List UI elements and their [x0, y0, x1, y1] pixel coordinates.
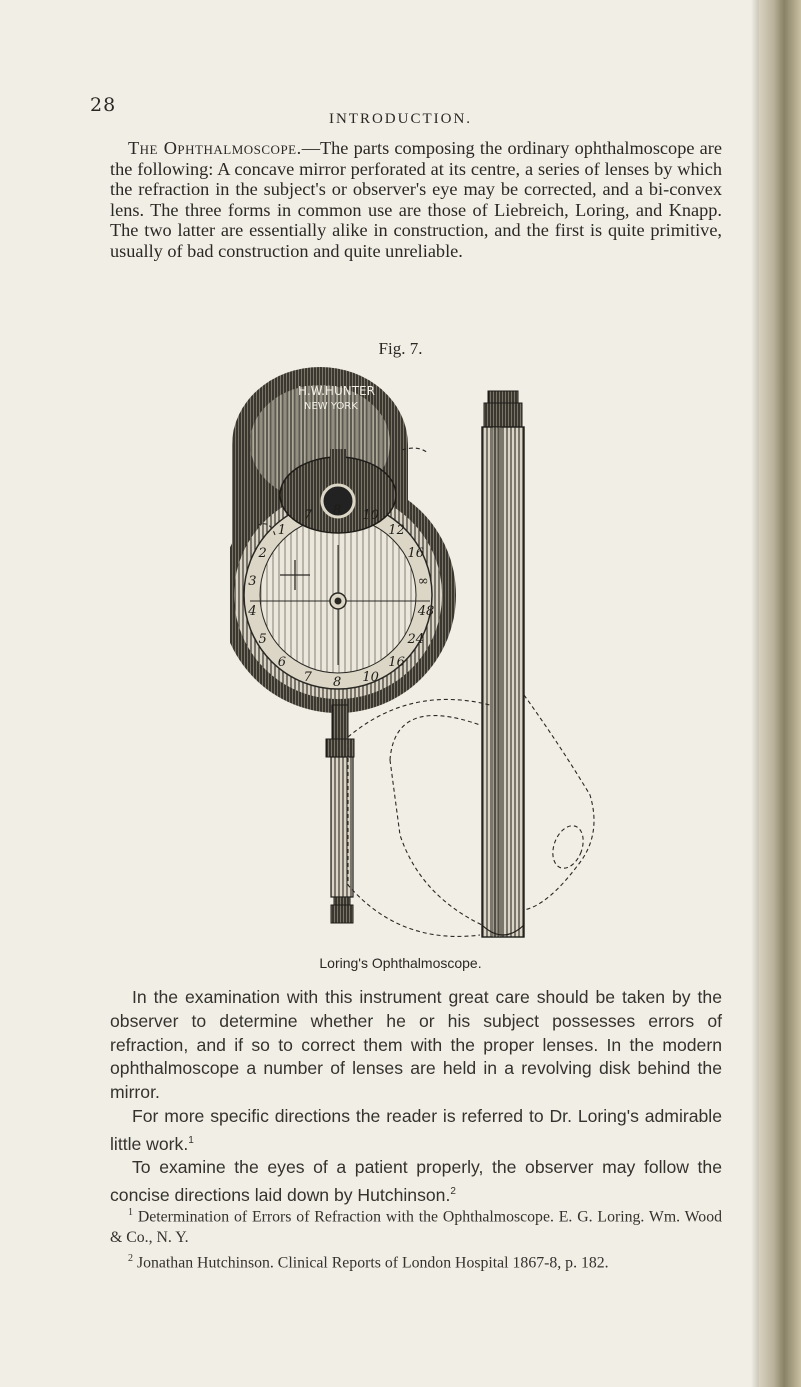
dial-number: 7 — [303, 669, 312, 685]
dial-number: 4 — [248, 603, 257, 619]
maker-mark-line2: NEW YORK — [304, 401, 358, 412]
page-gutter-shading — [751, 0, 759, 1387]
footnote-1: $^1$ Determination of Errors of Refraction with the Ophthalmoscope. E. G. Loring. Wm. Wood & Co., N. Y. — [110, 1207, 722, 1247]
dial-number: 3 — [248, 574, 257, 590]
figure-label: Fig. 7. — [378, 339, 423, 358]
footnotes — [110, 1202, 722, 1274]
maker-mark-line1: H.W.HUNTER — [298, 384, 375, 398]
dial-number: 8 — [333, 503, 342, 518]
dial-number: ∞ — [417, 574, 429, 590]
section-lead: The Ophthalmoscope. — [128, 138, 302, 158]
handle — [326, 705, 354, 923]
dial-number: 2 — [258, 546, 267, 561]
dial-number: 16 — [388, 654, 405, 670]
instrument-case — [482, 391, 524, 937]
footnote-mark: 1 — [128, 1207, 133, 1218]
footnote-mark: 2 — [128, 1253, 133, 1265]
ophthalmoscope-engraving — [230, 365, 630, 951]
dial-number: 5 — [258, 632, 267, 647]
paragraph-3: To examine the eyes of a patient properly, the observer may follow the concise directions laid down by Hutchinson.$^2$ — [110, 1157, 722, 1206]
footnote-ref-1[interactable]: 1 — [188, 1134, 194, 1146]
dial-number: 7 — [303, 508, 312, 524]
dial-number: 1 — [277, 523, 286, 539]
running-head: INTRODUCTION. — [328, 111, 473, 127]
dial-number: 24 — [407, 632, 425, 647]
footnote-ref-2[interactable]: 2 — [450, 1186, 456, 1198]
dial-number: 6 — [277, 654, 286, 670]
paragraph-2: For more specific directions the reader is referred to Dr. Loring's admirable little work.$^1$ — [110, 1105, 722, 1154]
figure-caption: Loring's Ophthalmoscope. — [319, 955, 482, 971]
ophthalmoscope-illustration — [230, 365, 630, 951]
intro-paragraph — [110, 138, 722, 262]
dial-number: 8 — [333, 675, 342, 690]
dial-number: 10 — [362, 669, 379, 685]
book-spine-edge — [759, 0, 801, 1387]
body-text — [110, 986, 722, 1208]
paragraph-1: In the examination with this instrument great care should be taken by the observer to determine whether he or his subject possesses errors of refraction, and if so to correct them with the proper lenses. In the modern ophthalmoscope a number of lenses are held in a revolving disk behind the mirror. — [110, 987, 722, 1103]
dial-number: 16 — [407, 546, 425, 561]
footnote-2: $^2$ Jonathan Hutchinson. Clinical Reports of London Hospital 1867-8, p. 182. — [128, 1253, 609, 1272]
dial-number: 10 — [362, 508, 379, 524]
intro-text: —The parts composing the ordinary ophthalmoscope are the following: A concave mirror perforated at its centre, a series of lenses by which the refraction in the subject's or observer's eye may be corrected, and a bi-convex lens. The three forms in common use are those of Liebreich, Loring, and Knapp. The two latter are essentially alike in construction, and the first is quite primitive, usually of bad construction and quite unreliable. — [110, 138, 722, 261]
dial-number: 48 — [417, 603, 435, 619]
page-number: 28 — [90, 94, 117, 116]
dial-number: 12 — [388, 523, 405, 539]
